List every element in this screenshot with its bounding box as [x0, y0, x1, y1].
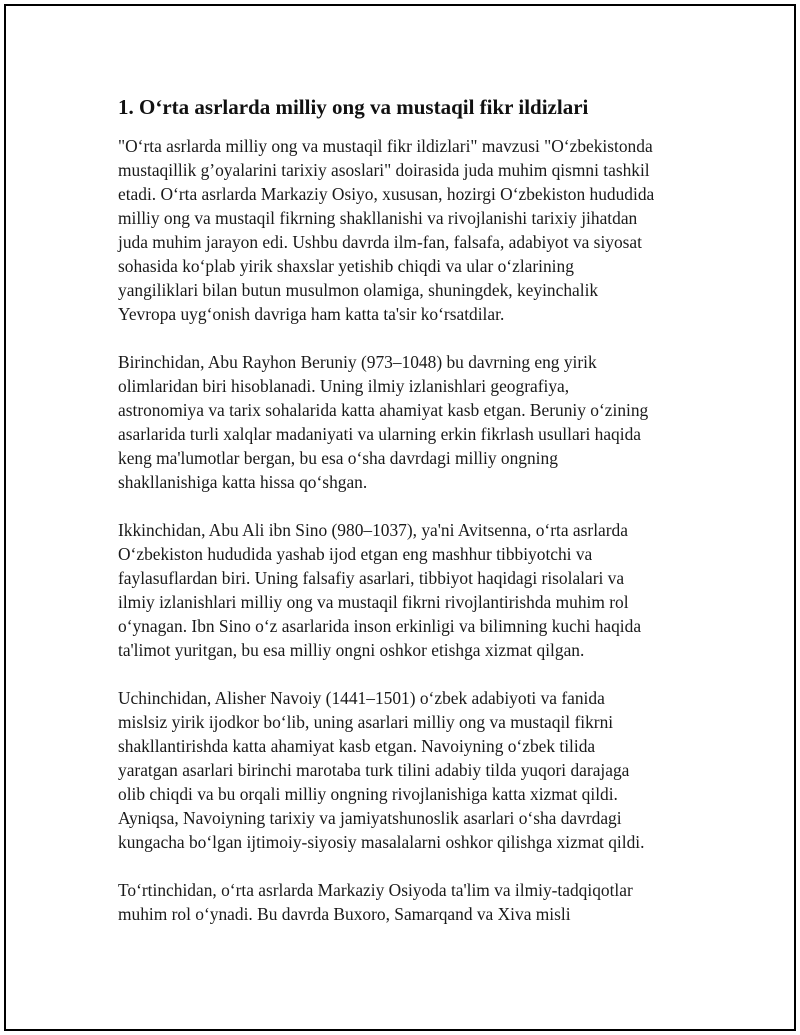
paragraph-beruniy: Birinchidan, Abu Rayhon Beruniy (973–1048) bu davrning eng yirik olimlaridan biri hisoblanadi. Uning ilmiy izlanishlari geografiya, astronomiya va tarix sohalarida katta ahamiyat kasb etgan. Beruniy o‘zining asarlarida turli xalqlar madaniyati va ularning erkin fikrlash usullari haqida keng ma'lumotlar bergan, bu esa o‘sha davrdagi milliy ongning shakllanishiga katta hissa qo‘shgan.: [118, 352, 649, 492]
paragraph-fourth: To‘rtinchidan, o‘rta asrlarda Markaziy Osiyoda ta'lim va ilmiy-tadqiqotlar muhim rol o‘ynadi. Bu davrda Buxoro, Samarqand va Xiva misli: [118, 880, 633, 924]
document-body: [118, 92, 690, 950]
section-title: 1. O‘rta asrlarda milliy ong va mustaqil fikr ildizlari: [118, 95, 589, 119]
paragraph-navoiy: Uchinchidan, Alisher Navoiy (1441–1501) o‘zbek adabiyoti va fanida mislsiz yirik ijodkor bo‘lib, uning asarlari milliy ong va mustaqil fikrni shakllantirishda katta ahamiyat kasb etgan. Navoiyning o‘zbek tilida yaratgan asarlari birinchi marotaba turk tilini adabiy tilda yuqori darajaga olib chiqdi va bu orqali milliy ongning rivojlanishiga katta xizmat qildi. Ayniqsa, Navoiyning tarixiy va jamiyatshunoslik asarlari o‘sha davrdagi kungacha bo‘lgan ijtimoiy-siyosiy masalalarni oshkor qilishga xizmat qildi.: [118, 688, 645, 852]
paragraph-ibn-sino: Ikkinchidan, Abu Ali ibn Sino (980–1037), ya'ni Avitsenna, o‘rta asrlarda O‘zbekiston hududida yashab ijod etgan eng mashhur tibbiyotchi va faylasuflardan biri. Uning falsafiy asarlari, tibbiyot haqidagi risolalari va ilmiy izlanishlari milliy ong va mustaqil fikrni rivojlantirishda muhim rol o‘ynagan. Ibn Sino o‘z asarlarida inson erkinligi va bilimning kuchi haqida ta'limot yuritgan, bu esa milliy ongni oshkor etishga xizmat qilgan.: [118, 520, 642, 660]
paragraph-intro: "O‘rta asrlarda milliy ong va mustaqil fikr ildizlari" mavzusi "O‘zbekistonda mustaqillik g’oyalarini tarixiy asoslari" doirasida juda muhim qismni tashkil etadi. O‘rta asrlarda Markaziy Osiyo, xususan, hozirgi O‘zbekiston hududida milliy ong va mustaqil fikrning shakllanishi va rivojlanishi tarixiy jihatdan juda muhim jarayon edi. Ushbu davrda ilm-fan, falsafa, adabiyot va siyosat sohasida ko‘plab yirik shaxslar yetishib chiqdi va ular o‘zlarining yangiliklari bilan butun musulmon olamiga, shuningdek, keyinchalik Yevropa uyg‘onish davriga ham katta ta'sir ko‘rsatdilar.: [118, 136, 655, 324]
